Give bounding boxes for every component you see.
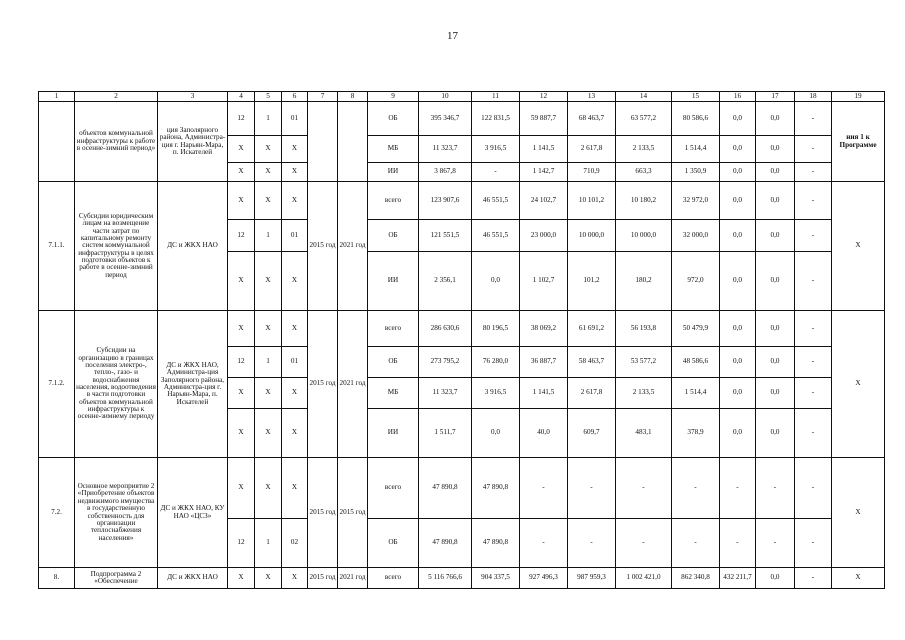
- header-cell: 19: [832, 92, 885, 102]
- cell-c6: X: [282, 182, 308, 220]
- value-2015: 76 280,0: [472, 347, 520, 378]
- value-2016: -: [520, 519, 568, 568]
- value-2019: 1 514,4: [672, 378, 720, 409]
- funding-source: всего: [368, 311, 419, 347]
- executor: ДС и ЖКХ НАО, Администра-ция Заполярного района, Администра-ция г. Нарьян-Мара, п. Искателей: [158, 311, 228, 458]
- value-2018: 2 133,5: [616, 378, 672, 409]
- cell-c6: X: [282, 252, 308, 311]
- budget-table: [38, 91, 885, 589]
- note-cell: X: [832, 458, 885, 568]
- value-2017: 58 463,7: [568, 347, 616, 378]
- value-2021: 0,0: [756, 311, 795, 347]
- cell-c5: X: [255, 409, 282, 458]
- cell-c5: X: [255, 163, 282, 182]
- row-number: 8.: [39, 568, 75, 589]
- measure-name: Субсидии на организацию в границах поселения электро-, тепло-, газо- и водоснабжения населения, водоотведения в части подготовки объектов коммунальной инфраструктуры к осенне-зимнему периоду: [75, 311, 158, 458]
- cell-c4: X: [228, 163, 255, 182]
- header-cell: 3: [158, 92, 228, 102]
- value-2016: 59 887,7: [520, 102, 568, 136]
- value-2015: 47 890,8: [472, 458, 520, 519]
- value-2017: 10 000,0: [568, 220, 616, 252]
- value-2015: 47 890,8: [472, 519, 520, 568]
- cell-c4: X: [228, 136, 255, 163]
- cell-c4: X: [228, 311, 255, 347]
- value-c18: -: [795, 378, 832, 409]
- header-cell: 7: [308, 92, 338, 102]
- funding-source: ИИ: [368, 252, 419, 311]
- end-year: [338, 102, 368, 182]
- value-2019: 48 586,6: [672, 347, 720, 378]
- value-2020: 0,0: [720, 102, 756, 136]
- executor: ДС и ЖКХ НАО: [158, 182, 228, 311]
- funding-source: всего: [368, 458, 419, 519]
- value-2015: 0,0: [472, 252, 520, 311]
- row-number: 7.1.2.: [39, 311, 75, 458]
- value-total: 1 511,7: [419, 409, 472, 458]
- value-2019: 378,9: [672, 409, 720, 458]
- header-cell: 14: [616, 92, 672, 102]
- header-cell: 15: [672, 92, 720, 102]
- value-2016: 1 141,5: [520, 378, 568, 409]
- value-2017: 61 691,2: [568, 311, 616, 347]
- table-row: [39, 458, 885, 519]
- cell-c5: X: [255, 458, 282, 519]
- measure-name: Подпрограмма 2 «Обеспечение: [75, 568, 158, 589]
- value-2019: -: [672, 458, 720, 519]
- value-2018: 56 193,8: [616, 311, 672, 347]
- value-2021: 0,0: [756, 163, 795, 182]
- value-2018: 10 180,2: [616, 182, 672, 220]
- cell-c6: X: [282, 458, 308, 519]
- value-2021: -: [756, 519, 795, 568]
- cell-c6: X: [282, 568, 308, 589]
- table-row: [39, 311, 885, 347]
- value-2017: 101,2: [568, 252, 616, 311]
- value-2018: -: [616, 519, 672, 568]
- value-2021: 0,0: [756, 136, 795, 163]
- page-number: 17: [447, 30, 458, 42]
- value-2017: 10 101,2: [568, 182, 616, 220]
- value-c18: -: [795, 182, 832, 220]
- value-2020: 0,0: [720, 182, 756, 220]
- start-year: 2015 год: [308, 458, 338, 568]
- funding-source: МБ: [368, 378, 419, 409]
- cell-c6: 01: [282, 220, 308, 252]
- cell-c4: 12: [228, 220, 255, 252]
- cell-c5: X: [255, 252, 282, 311]
- cell-c4: X: [228, 252, 255, 311]
- value-2016: 1 141,5: [520, 136, 568, 163]
- header-cell: 17: [756, 92, 795, 102]
- note-cell: ния 1 к Программе: [832, 102, 885, 182]
- value-2020: 0,0: [720, 409, 756, 458]
- value-total: 121 551,5: [419, 220, 472, 252]
- value-2016: 23 000,0: [520, 220, 568, 252]
- value-total: 47 890,8: [419, 519, 472, 568]
- cell-c6: X: [282, 378, 308, 409]
- funding-source: ИИ: [368, 409, 419, 458]
- note-cell: X: [832, 182, 885, 311]
- end-year: 2021 год: [338, 182, 368, 311]
- cell-c5: X: [255, 568, 282, 589]
- value-2015: -: [472, 163, 520, 182]
- value-2021: 0,0: [756, 220, 795, 252]
- cell-c4: X: [228, 409, 255, 458]
- value-2016: 927 496,3: [520, 568, 568, 589]
- value-2021: 0,0: [756, 252, 795, 311]
- value-2018: 483,1: [616, 409, 672, 458]
- header-cell: 12: [520, 92, 568, 102]
- start-year: 2015 год: [308, 182, 338, 311]
- header-cell: 13: [568, 92, 616, 102]
- header-cell: 4: [228, 92, 255, 102]
- value-2015: 3 916,5: [472, 378, 520, 409]
- value-2017: 987 959,3: [568, 568, 616, 589]
- funding-source: всего: [368, 182, 419, 220]
- value-2017: 710,9: [568, 163, 616, 182]
- value-2019: 32 972,0: [672, 182, 720, 220]
- value-2016: 1 142,7: [520, 163, 568, 182]
- cell-c5: X: [255, 136, 282, 163]
- value-total: 3 867,8: [419, 163, 472, 182]
- value-2020: 0,0: [720, 136, 756, 163]
- value-2021: 0,0: [756, 409, 795, 458]
- value-2018: 53 577,2: [616, 347, 672, 378]
- end-year: 2021 год: [338, 568, 368, 589]
- value-2015: 46 551,5: [472, 220, 520, 252]
- value-c18: -: [795, 347, 832, 378]
- funding-source: ОБ: [368, 347, 419, 378]
- value-total: 123 907,6: [419, 182, 472, 220]
- value-c18: -: [795, 136, 832, 163]
- value-2021: -: [756, 458, 795, 519]
- header-cell: 10: [419, 92, 472, 102]
- value-2017: 68 463,7: [568, 102, 616, 136]
- row-number: 7.2.: [39, 458, 75, 568]
- value-2015: 3 916,5: [472, 136, 520, 163]
- header-cell: 8: [338, 92, 368, 102]
- cell-c5: 1: [255, 347, 282, 378]
- value-total: 273 795,2: [419, 347, 472, 378]
- funding-source: ОБ: [368, 102, 419, 136]
- value-2018: 10 000,0: [616, 220, 672, 252]
- end-year: 2015 год: [338, 458, 368, 568]
- value-2020: -: [720, 519, 756, 568]
- cell-c6: X: [282, 136, 308, 163]
- cell-c4: X: [228, 568, 255, 589]
- header-cell: 5: [255, 92, 282, 102]
- cell-c6: X: [282, 409, 308, 458]
- value-total: 11 323,7: [419, 136, 472, 163]
- value-2019: 32 000,0: [672, 220, 720, 252]
- cell-c6: 01: [282, 102, 308, 136]
- value-c18: -: [795, 409, 832, 458]
- value-2018: 663,3: [616, 163, 672, 182]
- value-2019: 1 514,4: [672, 136, 720, 163]
- value-total: 2 356,1: [419, 252, 472, 311]
- cell-c4: X: [228, 458, 255, 519]
- start-year: 2015 год: [308, 311, 338, 458]
- value-c18: -: [795, 311, 832, 347]
- measure-name: Субсидии юридическим лицам на возмещение части затрат по капитальному ремонту систем коммунальной инфраструктуры в целях подготовки объектов к работе в осенне-зимний период: [75, 182, 158, 311]
- value-2017: 2 617,8: [568, 136, 616, 163]
- funding-source: ОБ: [368, 519, 419, 568]
- value-2019: 80 586,6: [672, 102, 720, 136]
- executor: ДС и ЖКХ НАО: [158, 568, 228, 589]
- table-row: [39, 102, 885, 136]
- value-2017: 609,7: [568, 409, 616, 458]
- cell-c6: 02: [282, 519, 308, 568]
- value-2021: 0,0: [756, 378, 795, 409]
- value-c18: -: [795, 252, 832, 311]
- cell-c5: 1: [255, 220, 282, 252]
- value-2016: 24 102,7: [520, 182, 568, 220]
- header-cell: 18: [795, 92, 832, 102]
- cell-c5: 1: [255, 519, 282, 568]
- note-cell: X: [832, 568, 885, 589]
- value-2016: 1 102,7: [520, 252, 568, 311]
- value-2017: 2 617,8: [568, 378, 616, 409]
- header-row: [39, 92, 885, 102]
- value-2015: 122 831,5: [472, 102, 520, 136]
- value-2020: 0,0: [720, 163, 756, 182]
- value-total: 5 116 766,6: [419, 568, 472, 589]
- cell-c6: 01: [282, 347, 308, 378]
- value-2021: 0,0: [756, 182, 795, 220]
- value-2021: 0,0: [756, 347, 795, 378]
- value-2017: -: [568, 519, 616, 568]
- header-cell: 11: [472, 92, 520, 102]
- value-2016: 36 887,7: [520, 347, 568, 378]
- value-2020: 0,0: [720, 311, 756, 347]
- value-2016: 38 069,2: [520, 311, 568, 347]
- value-c18: -: [795, 163, 832, 182]
- value-total: 47 890,8: [419, 458, 472, 519]
- value-c18: -: [795, 220, 832, 252]
- row-number: 7.1.1.: [39, 182, 75, 311]
- cell-c4: 12: [228, 102, 255, 136]
- value-2019: 1 350,9: [672, 163, 720, 182]
- value-2018: 180,2: [616, 252, 672, 311]
- header-cell: 16: [720, 92, 756, 102]
- value-2020: 0,0: [720, 252, 756, 311]
- funding-source: ИИ: [368, 163, 419, 182]
- value-2019: 972,0: [672, 252, 720, 311]
- value-c18: -: [795, 458, 832, 519]
- executor: ДС и ЖКХ НАО, КУ НАО «ЦСЗ»: [158, 458, 228, 568]
- start-year: 2015 год: [308, 568, 338, 589]
- funding-source: МБ: [368, 136, 419, 163]
- value-2020: 0,0: [720, 378, 756, 409]
- cell-c4: 12: [228, 347, 255, 378]
- cell-c4: X: [228, 378, 255, 409]
- funding-source: ОБ: [368, 220, 419, 252]
- value-2019: -: [672, 519, 720, 568]
- value-2015: 0,0: [472, 409, 520, 458]
- table-row: [39, 568, 885, 589]
- value-total: 395 346,7: [419, 102, 472, 136]
- cell-c6: X: [282, 163, 308, 182]
- cell-c5: X: [255, 182, 282, 220]
- measure-name: Основное мероприятие 2 «Приобретение объектов недвижимого имущества в государственную собственность для организации теплоснабжения населения»: [75, 458, 158, 568]
- value-2018: 63 577,2: [616, 102, 672, 136]
- start-year: [308, 102, 338, 182]
- cell-c6: X: [282, 311, 308, 347]
- value-2020: 432 211,7: [720, 568, 756, 589]
- end-year: 2021 год: [338, 311, 368, 458]
- executor: ция Заполярного района, Администра-ция г. Нарьян-Мара, п. Искателей: [158, 102, 228, 182]
- value-c18: -: [795, 102, 832, 136]
- value-2017: -: [568, 458, 616, 519]
- value-c18: -: [795, 519, 832, 568]
- value-2018: -: [616, 458, 672, 519]
- value-total: 11 323,7: [419, 378, 472, 409]
- header-cell: 6: [282, 92, 308, 102]
- value-2020: 0,0: [720, 220, 756, 252]
- cell-c5: 1: [255, 102, 282, 136]
- value-2020: -: [720, 458, 756, 519]
- measure-name: объектов коммунальной инфраструктуры к работе в осенне-зимний период»: [75, 102, 158, 182]
- note-cell: X: [832, 311, 885, 458]
- funding-source: всего: [368, 568, 419, 589]
- cell-c4: X: [228, 182, 255, 220]
- header-cell: 2: [75, 92, 158, 102]
- value-2018: 2 133,5: [616, 136, 672, 163]
- value-c18: -: [795, 568, 832, 589]
- value-total: 286 630,6: [419, 311, 472, 347]
- value-2015: 46 551,5: [472, 182, 520, 220]
- value-2015: 904 337,5: [472, 568, 520, 589]
- cell-c4: 12: [228, 519, 255, 568]
- value-2016: -: [520, 458, 568, 519]
- cell-c5: X: [255, 378, 282, 409]
- cell-c5: X: [255, 311, 282, 347]
- value-2021: 0,0: [756, 102, 795, 136]
- header-cell: 1: [39, 92, 75, 102]
- value-2019: 50 479,9: [672, 311, 720, 347]
- value-2021: 0,0: [756, 568, 795, 589]
- value-2016: 40,0: [520, 409, 568, 458]
- row-number: [39, 102, 75, 182]
- value-2020: 0,0: [720, 347, 756, 378]
- table-row: [39, 182, 885, 220]
- value-2018: 1 002 421,0: [616, 568, 672, 589]
- value-2015: 80 196,5: [472, 311, 520, 347]
- header-cell: 9: [368, 92, 419, 102]
- value-2019: 862 340,8: [672, 568, 720, 589]
